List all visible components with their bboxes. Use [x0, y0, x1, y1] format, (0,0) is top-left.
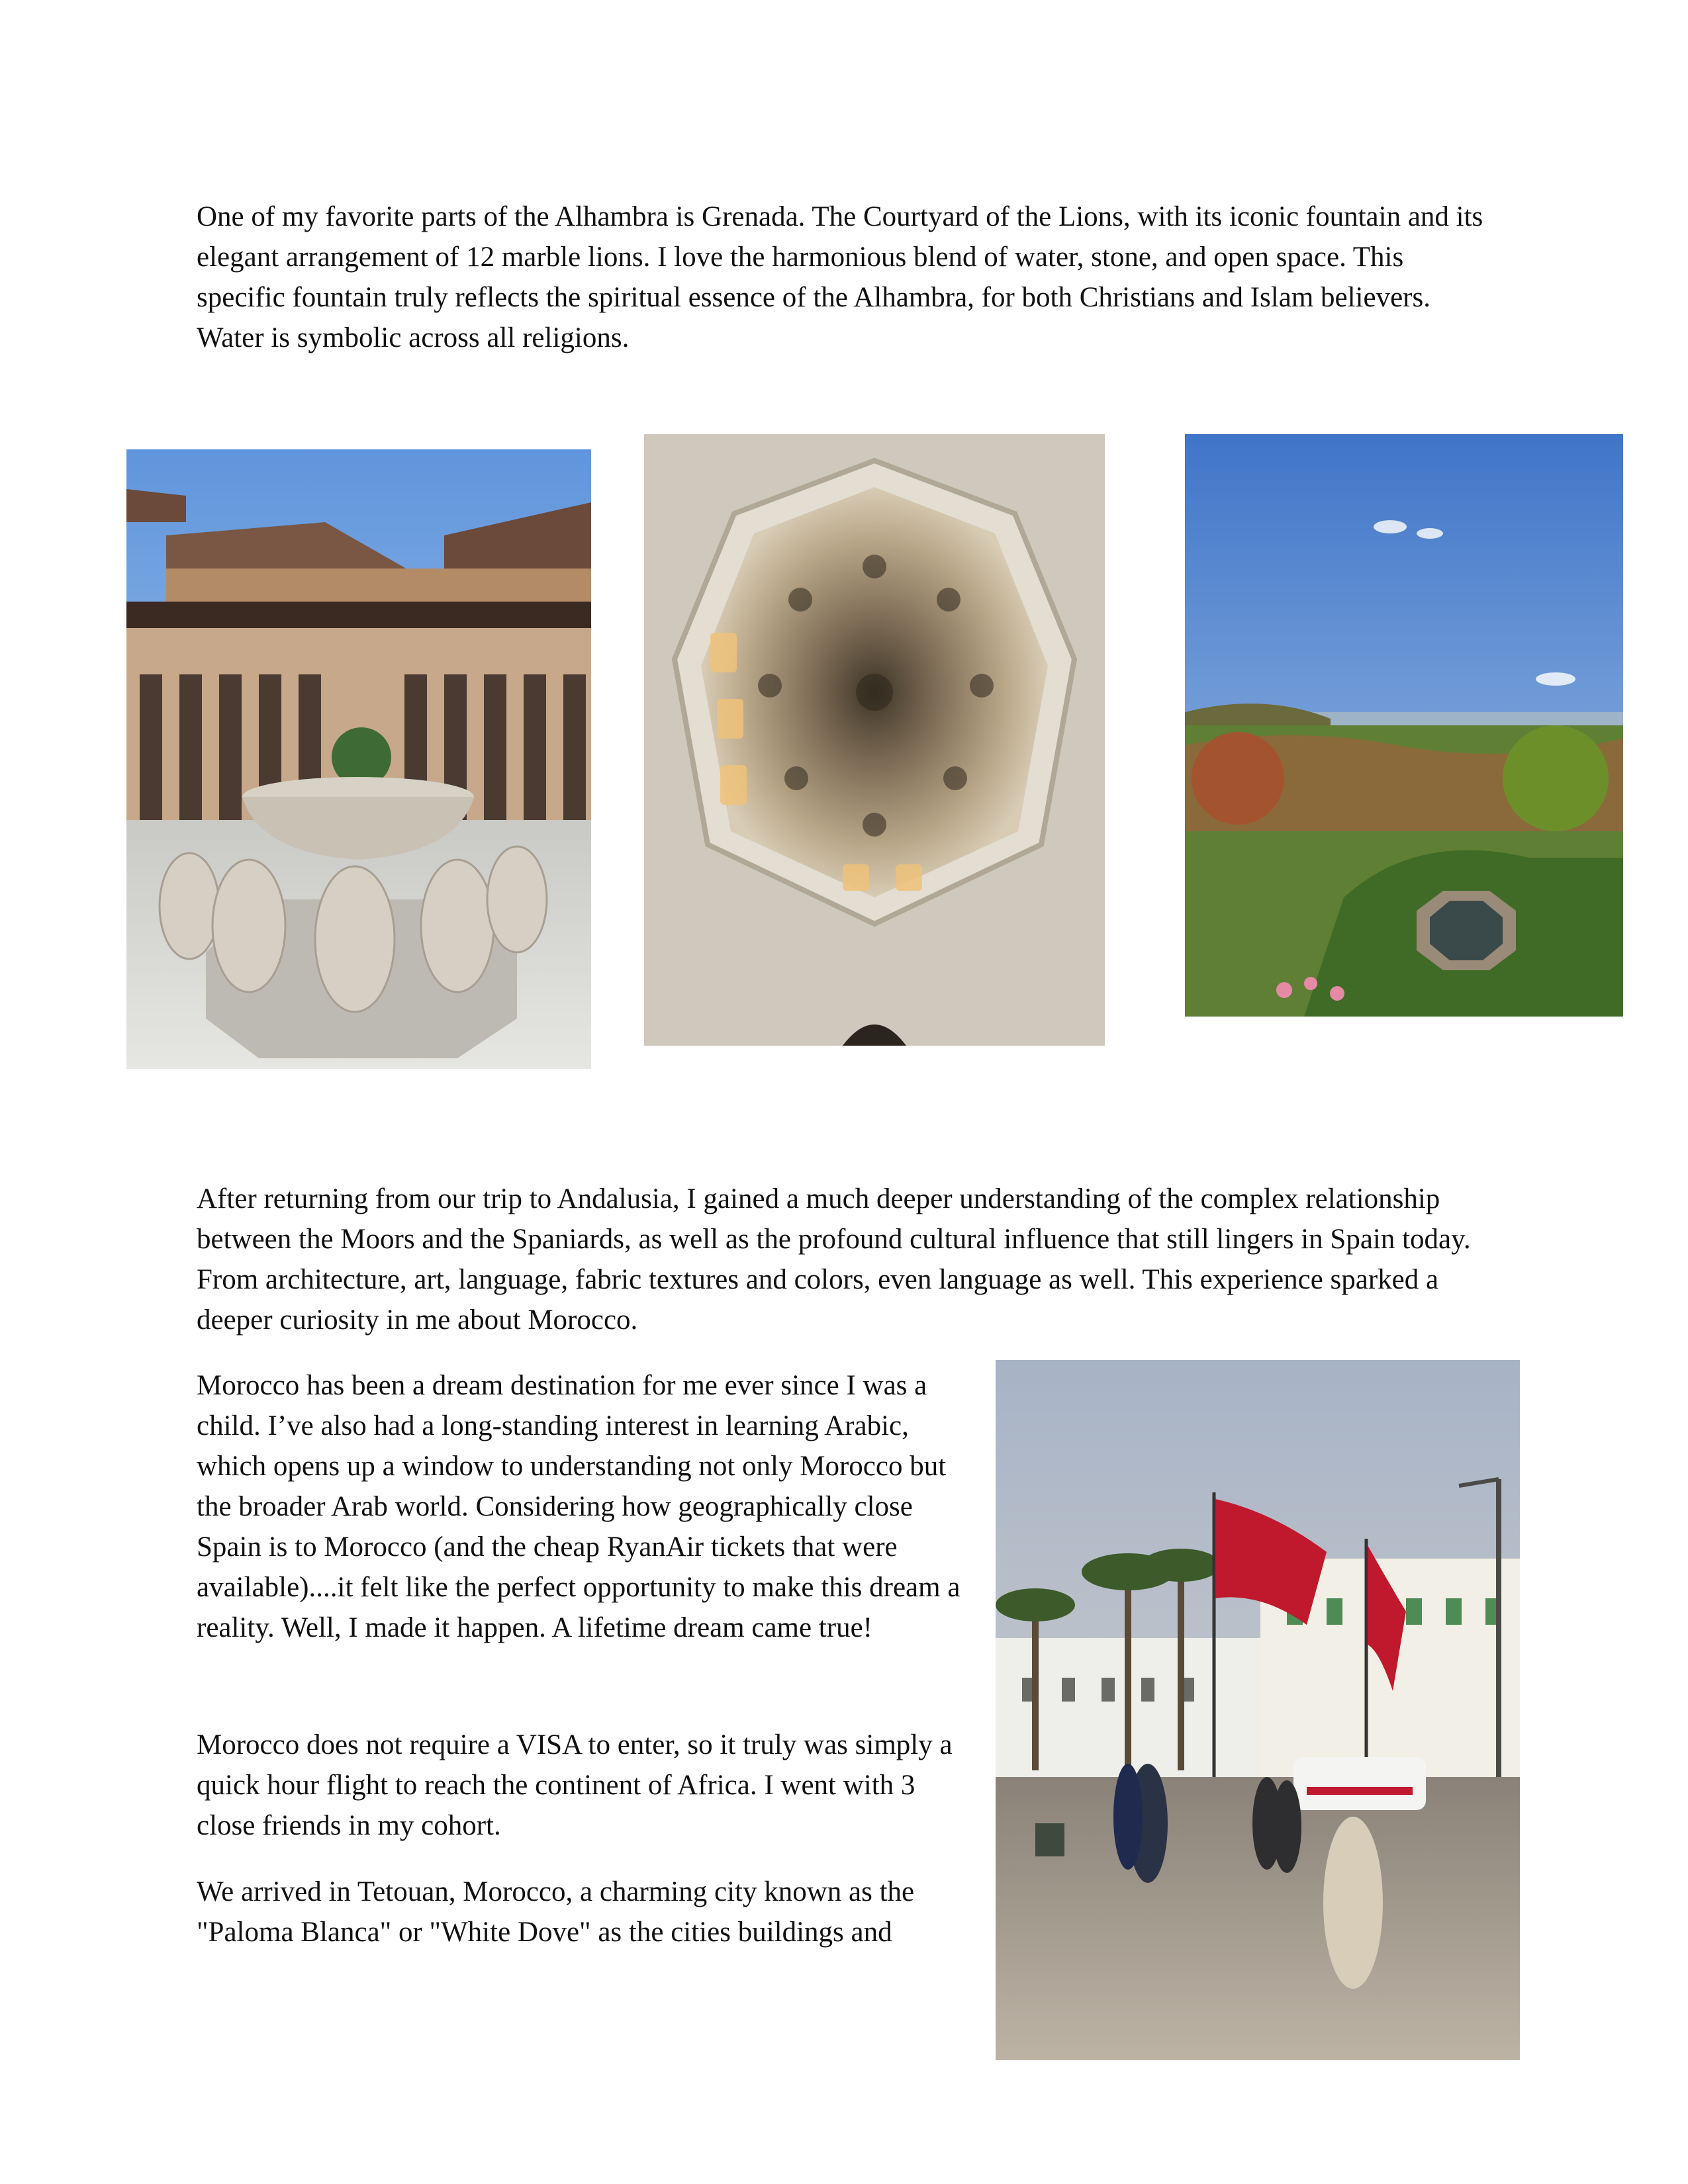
tetouan-square-photo: [996, 1360, 1520, 2060]
intro-paragraph: One of my favorite parts of the Alhambra is Grenada. The Courtyard of the Lions, with its iconic fountain and its elegant arrangement of 12 marble lions. I love the harmonious blend of water, stone, and open space. This specific fountain truly reflects the spiritual essence of the Alhambra, for both Christians and Islam believers. Water is symbolic across all religions.: [197, 201, 1483, 353]
visa-paragraph: Morocco does not require a VISA to enter, so it truly was simply a quick hour flight to reach the continent of Africa. I went with 3 close friends in my cohort.: [197, 1729, 953, 1841]
morocco-dream-paragraph: Morocco has been a dream destination for me ever since I was a child. I’ve also had a long-standing interest in learning Arabic, which opens up a window to understanding not only Morocco but the broader Arab world. Considering how geographically close Spain is to Morocco (and the cheap RyanAir tickets that were available)....it felt like the perfect opportunity to make this dream a reality. Well, I made it happen. A lifetime dream came true!: [197, 1370, 961, 1643]
lions-courtyard-photo: [126, 449, 591, 1069]
andalusia-paragraph: After returning from our trip to Andalusia, I gained a much deeper understanding of the complex relationship between the Moors and the Spaniards, as well as the profound cultural influence that still lingers in Spain today. From architecture, art, language, fabric textures and colors, even language as well. This experience sparked a deeper curiosity in me about Morocco.: [197, 1183, 1471, 1336]
generalife-garden-photo: [1185, 434, 1623, 1017]
lions-courtyard-image: [126, 449, 591, 1069]
tetouan-square-image: [996, 1360, 1520, 2060]
tetouan-paragraph: We arrived in Tetouan, Morocco, a charming city known as the "Paloma Blanca" or "White Dove" as the cities buildings and: [197, 1876, 915, 1948]
muqarnas-dome-image: [644, 434, 1105, 1046]
generalife-garden-image: [1185, 434, 1623, 1017]
muqarnas-dome-photo: [644, 434, 1105, 1046]
